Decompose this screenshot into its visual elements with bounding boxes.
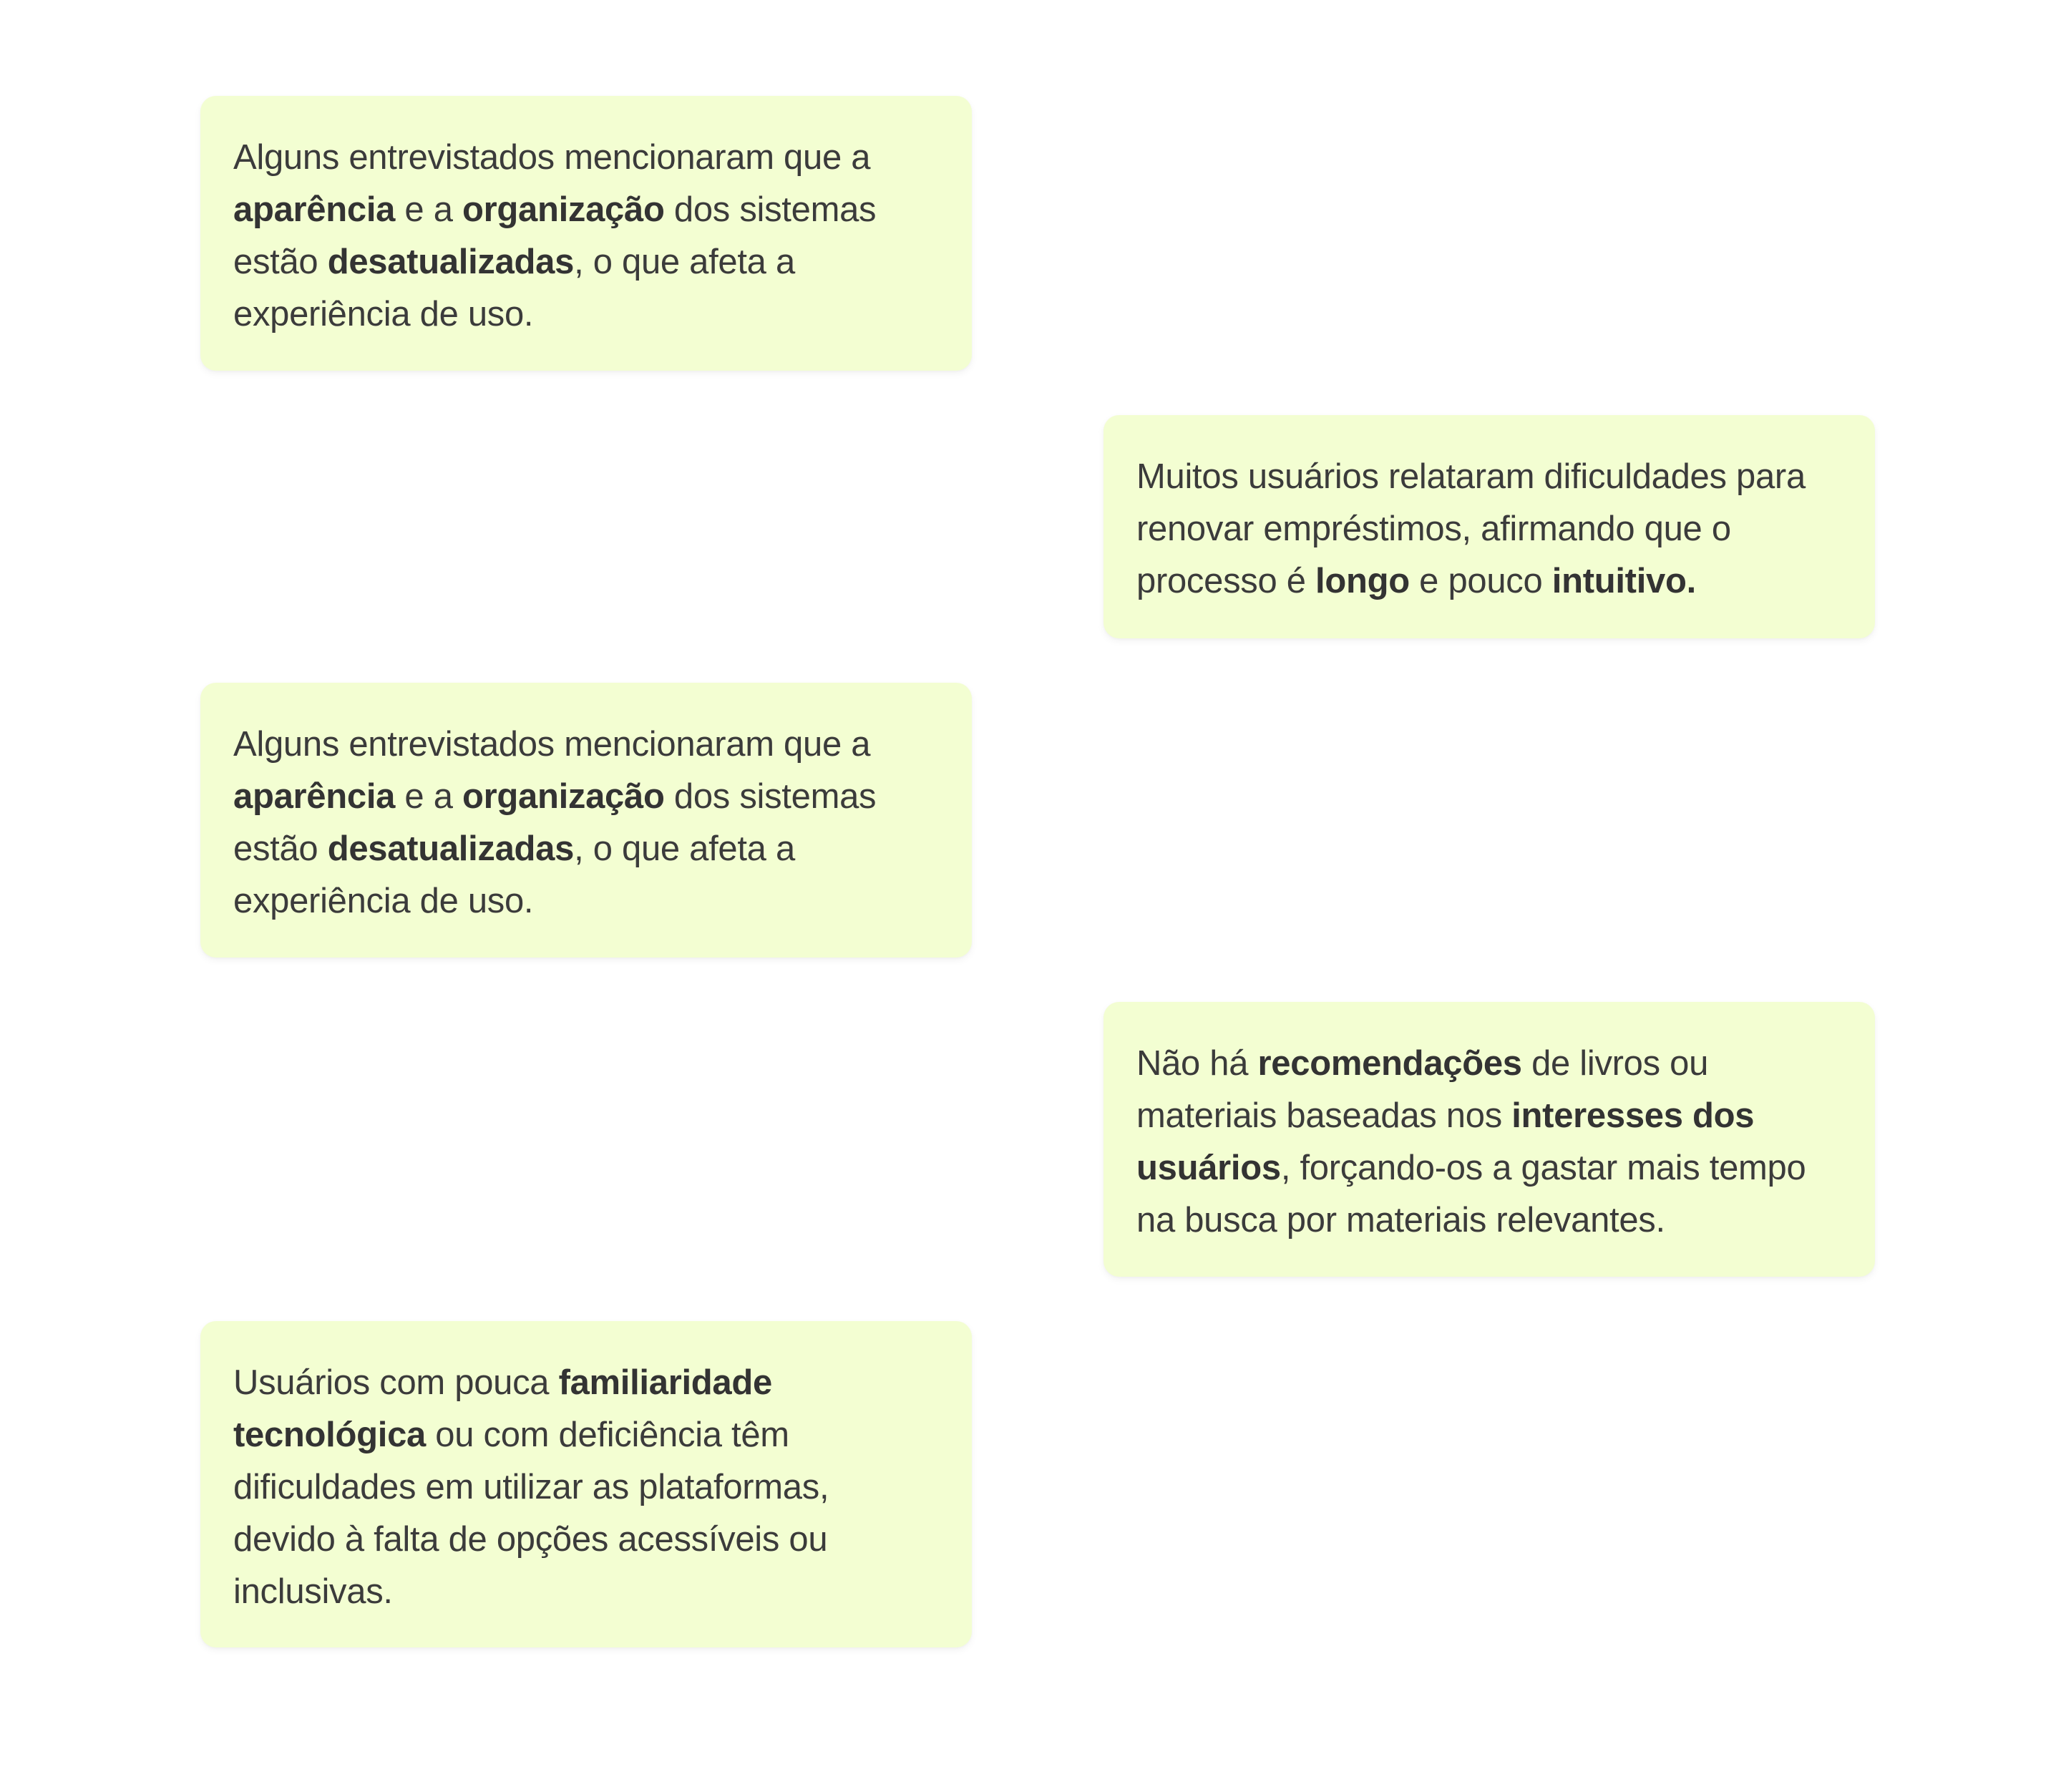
note-segment-bold: organização [462,777,665,816]
note-segment: de livros ou materiais baseadas nos [1136,1044,1709,1135]
note-segment-bold: intuitivo. [1551,562,1696,600]
note-segment: e a [395,190,462,229]
note-segment: dos sistemas estão [233,777,877,868]
note-segment-bold: interesses dos usuários [1136,1096,1755,1187]
note-text [233,132,939,341]
note-text [233,719,939,927]
note-segment: Não há [1136,1044,1258,1083]
note-segment: Muitos usuários relataram dificuldades para renovar empréstimos, afirmando que o processo é [1136,457,1806,600]
note-segment-bold: familiaridade tecnológica [233,1363,772,1454]
sticky-note-3 [200,683,972,958]
note-segment: , forçando-os a gastar mais tempo na busca por materiais relevantes. [1136,1149,1806,1240]
note-segment: , o que afeta a experiência de uso. [233,829,795,920]
note-text [1136,451,1842,608]
note-text [233,1357,939,1618]
note-segment-bold: longo [1315,562,1410,600]
note-text [1136,1038,1842,1247]
note-segment-bold: aparência [233,190,396,229]
note-segment: Alguns entrevistados mencionaram que a [233,725,871,764]
note-segment: Usuários com pouca [233,1363,559,1402]
note-segment: ou com deficiência têm dificuldades em utilizar as plataformas, devido à falta de opções acessíveis ou inclusivas. [233,1416,829,1611]
note-segment-bold: desatualizadas [327,243,575,281]
sticky-note-1 [200,96,972,371]
note-segment: e a [395,777,462,816]
note-segment-bold: organização [462,190,665,229]
note-segment: e pouco [1409,562,1552,600]
note-segment: Alguns entrevistados mencionaram que a [233,138,871,177]
note-segment-bold: desatualizadas [327,829,575,868]
sticky-note-2 [1103,415,1875,638]
sticky-note-5 [200,1321,972,1647]
sticky-note-4 [1103,1002,1875,1277]
note-segment: , o que afeta a experiência de uso. [233,243,795,333]
note-segment: dos sistemas estão [233,190,877,281]
note-segment-bold: recomendações [1257,1044,1522,1083]
note-segment-bold: aparência [233,777,396,816]
